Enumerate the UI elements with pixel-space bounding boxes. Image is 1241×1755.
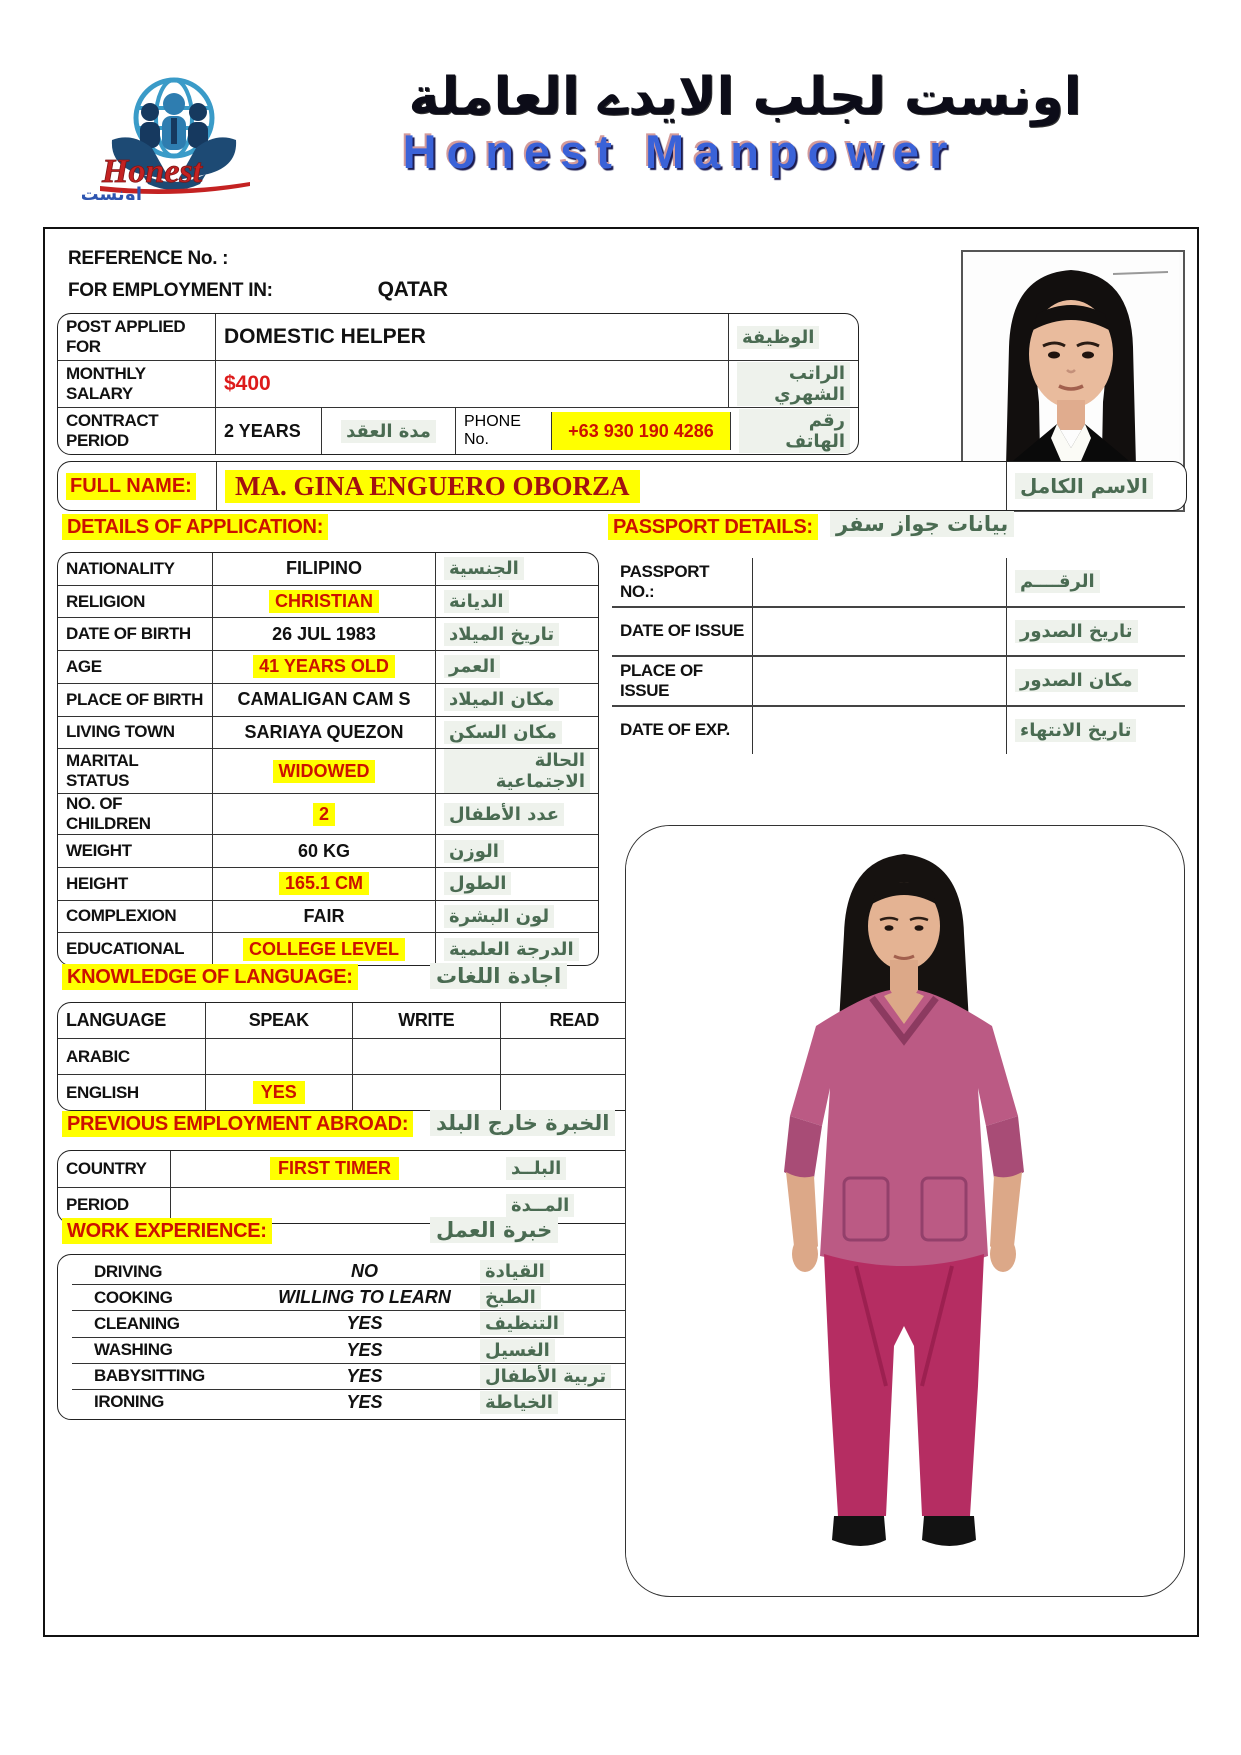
detail-arabic: الحالة الاجتماعية <box>435 749 598 793</box>
detail-label: NO. OF CHILDREN <box>58 794 213 834</box>
application-table <box>57 313 859 455</box>
work-experience-title: WORK EXPERIENCE: <box>62 1220 272 1243</box>
skill-value: YES <box>346 1339 383 1360</box>
detail-arabic: العمر <box>435 651 598 683</box>
detail-arabic: الدرجة العلمية <box>435 933 598 965</box>
monthly-salary-row <box>58 361 858 408</box>
previous-employment-table <box>57 1150 649 1224</box>
globe-hands-logo-graphic <box>82 70 262 200</box>
detail-value: WIDOWED <box>213 749 435 793</box>
language-speak: YES <box>206 1075 354 1110</box>
detail-arabic: مكان السكن <box>435 717 598 749</box>
skill-arabic: التنظيف <box>472 1311 632 1336</box>
passport-field-arabic: تاريخ الانتهاء <box>1007 707 1185 755</box>
table-row <box>612 608 1185 658</box>
logo-arabic: اونست <box>82 184 142 200</box>
passport-table <box>612 558 1185 754</box>
skill-label: BABYSITTING <box>94 1366 205 1386</box>
detail-arabic: الجنسية <box>435 553 598 585</box>
details-table <box>57 552 599 966</box>
skill-arabic: تربية الأطفال <box>472 1364 632 1389</box>
country-value: FIRST TIMER <box>170 1151 498 1187</box>
detail-label: HEIGHT <box>58 868 213 900</box>
table-row <box>58 1151 648 1188</box>
column-header: READ <box>549 1010 599 1030</box>
post-applied-arabic: الوظيفة <box>728 314 858 360</box>
monthly-salary-arabic: الراتب الشهري <box>728 361 858 407</box>
language-section-title-arabic: اجادة اللغات <box>430 964 595 988</box>
column-header: SPEAK <box>206 1003 354 1038</box>
skill-value: YES <box>346 1391 383 1412</box>
skill-value: YES <box>346 1313 383 1334</box>
phone-label: PHONE No. <box>464 413 521 448</box>
contract-period-label: CONTRACT PERIOD <box>58 408 216 454</box>
detail-arabic: الطول <box>435 868 598 900</box>
detail-arabic: الديانة <box>435 586 598 618</box>
detail-arabic: تاريخ الميلاد <box>435 618 598 650</box>
skill-label: CLEANING <box>94 1313 180 1333</box>
skill-label: COOKING <box>94 1287 173 1307</box>
language-section-title: KNOWLEDGE OF LANGUAGE: <box>62 966 358 989</box>
skill-arabic: الطبخ <box>472 1285 632 1310</box>
skill-value: WILLING TO LEARN <box>278 1287 451 1308</box>
work-experience-title-arabic: خبرة العمل <box>430 1218 645 1242</box>
post-applied-value: DOMESTIC HELPER <box>224 325 426 348</box>
employment-in-line <box>68 278 448 302</box>
detail-label: COMPLEXION <box>58 901 213 933</box>
table-row <box>58 835 598 868</box>
skill-value: YES <box>346 1365 383 1386</box>
detail-label: PLACE OF BIRTH <box>58 684 213 716</box>
table-row <box>58 684 598 717</box>
country-arabic: البلــد <box>498 1151 648 1187</box>
table-row <box>58 901 598 934</box>
contract-period-value: 2 YEARS <box>224 420 301 441</box>
passport-field-value <box>752 608 1007 656</box>
full-name-value: MA. GINA ENGUERO OBORZA <box>216 462 1006 510</box>
passport-field-value <box>752 558 1007 606</box>
reference-number-label: REFERENCE No. : <box>68 248 229 269</box>
table-row <box>58 717 598 750</box>
detail-value: CAMALIGAN CAM S <box>237 689 411 710</box>
detail-arabic: عدد الأطفال <box>435 794 598 834</box>
language-speak <box>206 1039 354 1074</box>
detail-arabic: مكان الميلاد <box>435 684 598 716</box>
detail-label: WEIGHT <box>58 835 213 867</box>
detail-label: LIVING TOWN <box>58 717 213 749</box>
detail-value: 26 JUL 1983 <box>272 623 376 644</box>
detail-value: 60 KG <box>297 840 351 861</box>
table-row <box>58 553 598 586</box>
column-header: LANGUAGE <box>58 1003 206 1038</box>
table-row <box>58 933 598 965</box>
skill-label: IRONING <box>94 1392 164 1412</box>
country-label: COUNTRY <box>66 1158 147 1178</box>
logo-word: Honest <box>102 153 203 190</box>
language-name: ARABIC <box>58 1039 206 1074</box>
detail-label: EDUCATIONAL <box>58 933 213 965</box>
skill-arabic: القيادة <box>472 1259 632 1284</box>
table-row <box>58 618 598 651</box>
detail-value: 2 <box>213 794 435 834</box>
agency-logo <box>82 70 262 200</box>
passport-field-label: DATE OF ISSUE <box>620 621 744 641</box>
detail-value: 41 YEARS OLD <box>213 651 435 683</box>
table-row <box>58 868 598 901</box>
passport-field-arabic: مكان الصدور <box>1007 657 1185 705</box>
table-row <box>58 794 598 835</box>
detail-label: NATIONALITY <box>58 553 213 585</box>
detail-value: SARIAYA QUEZON <box>244 721 404 742</box>
table-row <box>58 586 598 619</box>
employment-in-label: FOR EMPLOYMENT IN: <box>68 280 273 301</box>
detail-value: 165.1 CM <box>213 868 435 900</box>
detail-arabic: لون البشرة <box>435 901 598 933</box>
table-row <box>58 651 598 684</box>
detail-arabic: الوزن <box>435 835 598 867</box>
employment-country: QATAR <box>377 278 448 301</box>
work-experience-table <box>57 1254 647 1420</box>
table-row <box>58 749 598 794</box>
contract-period-arabic: مدة العقد <box>321 408 456 454</box>
phone-value: +63 930 190 4286 <box>551 412 731 450</box>
applicant-full-body-photo <box>625 825 1185 1597</box>
language-header-row <box>58 1003 648 1039</box>
company-name: Honest Manpower <box>402 125 958 178</box>
detail-label: RELIGION <box>58 586 213 618</box>
language-write <box>353 1075 501 1110</box>
skill-arabic: الغسيل <box>472 1338 632 1363</box>
full-name-arabic: الاسم الكامل <box>1006 462 1186 510</box>
period-arabic: المــدة <box>498 1188 648 1224</box>
full-name-label: FULL NAME: <box>58 462 216 510</box>
language-table <box>57 1002 649 1111</box>
details-section-title: DETAILS OF APPLICATION: <box>62 516 328 539</box>
column-header: WRITE <box>353 1003 501 1038</box>
period-label: PERIOD <box>66 1195 129 1215</box>
passport-field-label: DATE OF EXP. <box>620 720 730 740</box>
full-name-row <box>57 461 1187 511</box>
table-row <box>72 1364 632 1390</box>
table-row <box>612 558 1185 608</box>
language-name: ENGLISH <box>58 1075 206 1110</box>
detail-label: DATE OF BIRTH <box>58 618 213 650</box>
table-row <box>72 1390 632 1415</box>
table-row <box>72 1259 632 1285</box>
table-row <box>58 1039 648 1075</box>
skill-value: NO <box>351 1261 378 1282</box>
passport-section-title-arabic: بيانات جواز سفر <box>830 512 1014 536</box>
table-row <box>612 657 1185 707</box>
detail-value: FILIPINO <box>286 558 362 579</box>
detail-value: CHRISTIAN <box>213 586 435 618</box>
contract-period-row <box>58 408 858 454</box>
passport-field-arabic: الرقــــم <box>1007 558 1185 606</box>
skill-label: DRIVING <box>94 1261 163 1281</box>
table-row <box>72 1311 632 1337</box>
post-applied-row <box>58 314 858 361</box>
detail-value: FAIR <box>303 905 345 926</box>
monthly-salary-value: $400 <box>224 372 271 395</box>
table-row <box>72 1338 632 1364</box>
header-arabic-title: اونست لجلب الايدے العاملة <box>408 67 1082 127</box>
skill-label: WASHING <box>94 1340 173 1360</box>
detail-label: MARITAL STATUS <box>58 749 213 793</box>
skill-arabic: الخياطة <box>472 1390 632 1415</box>
passport-field-value <box>752 657 1007 705</box>
table-row <box>612 707 1185 755</box>
table-row <box>58 1075 648 1110</box>
monthly-salary-label: MONTHLY SALARY <box>58 361 216 407</box>
detail-label: AGE <box>58 651 213 683</box>
passport-field-label: PLACE OF ISSUE <box>620 660 703 700</box>
post-applied-label: POST APPLIED FOR <box>58 314 216 360</box>
table-row <box>72 1285 632 1311</box>
passport-field-label: PASSPORT NO.: <box>620 561 710 601</box>
detail-value: COLLEGE LEVEL <box>213 933 435 965</box>
language-write <box>353 1039 501 1074</box>
passport-field-arabic: تاريخ الصدور <box>1007 608 1185 656</box>
phone-arabic: رقم الهاتف <box>731 408 858 454</box>
previous-employment-title: PREVIOUS EMPLOYMENT ABROAD: <box>62 1113 413 1136</box>
passport-section-title: PASSPORT DETAILS: <box>608 516 818 539</box>
standing-figure-graphic <box>626 826 1182 1594</box>
passport-field-value <box>752 707 1007 755</box>
previous-employment-title-arabic: الخبرة خارج البلد <box>430 1111 645 1135</box>
